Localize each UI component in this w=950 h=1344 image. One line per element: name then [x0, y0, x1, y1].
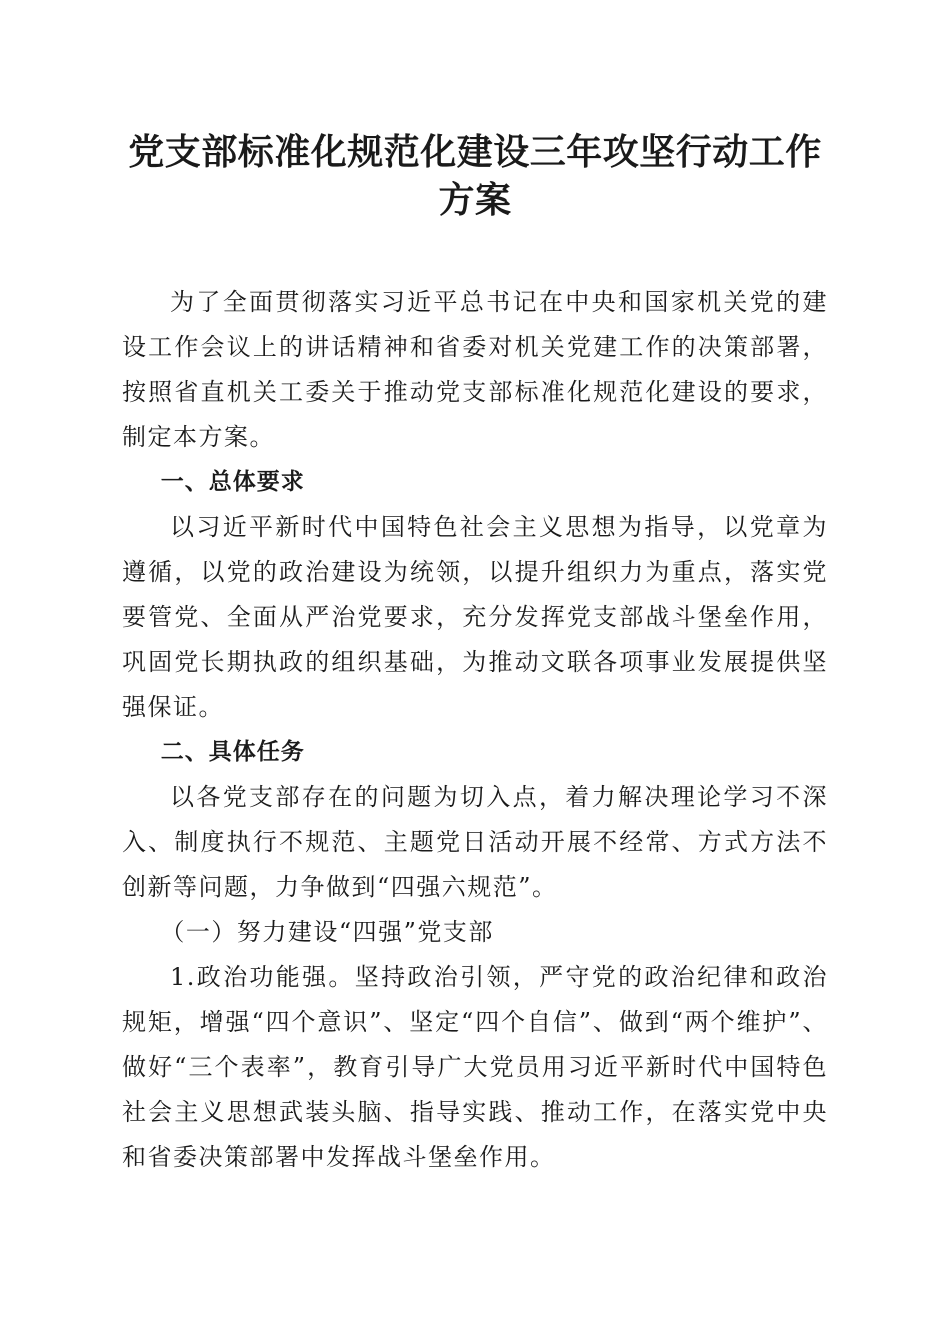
- section-heading-general-requirements: 一、总体要求: [160, 469, 305, 495]
- political-function-paragraph: 1.政治功能强。坚持政治引领，严守党的政治纪律和政治规矩，增强“四个意识”、坚定“四个自信”、做到“两个维护”、做好“三个表率”，教育引导广大党员用习近平新时代中国特色社会主义思想武装头脑、指导实践、推动工作，在落实党中央和省委决策部署中发挥战斗堡垒作用。: [122, 963, 828, 1171]
- subsection-heading-four-strong: （一）努力建设“四强”党支部: [160, 918, 494, 946]
- specific-tasks-paragraph: 以各党支部存在的问题为切入点，着力解决理论学习不深入、制度执行不规范、主题党日活动开展不经常、方式方法不创新等问题，力争做到“四强六规范”。: [122, 783, 828, 901]
- document-body: [122, 280, 828, 1180]
- intro-paragraph: 为了全面贯彻落实习近平总书记在中央和国家机关党的建设工作会议上的讲话精神和省委对机关党建工作的决策部署，按照省直机关工委关于推动党支部标准化规范化建设的要求，制定本方案。: [122, 288, 828, 451]
- document-title: 党支部标准化规范化建设三年攻坚行动工作方案: [128, 131, 822, 221]
- section-heading-specific-tasks: 二、具体任务: [160, 739, 305, 765]
- general-requirements-paragraph: 以习近平新时代中国特色社会主义思想为指导，以党章为遵循，以党的政治建设为统领，以提升组织力为重点，落实党要管党、全面从严治党要求，充分发挥党支部战斗堡垒作用，巩固党长期执政的组织基础，为推动文联各项事业发展提供坚强保证。: [122, 513, 828, 721]
